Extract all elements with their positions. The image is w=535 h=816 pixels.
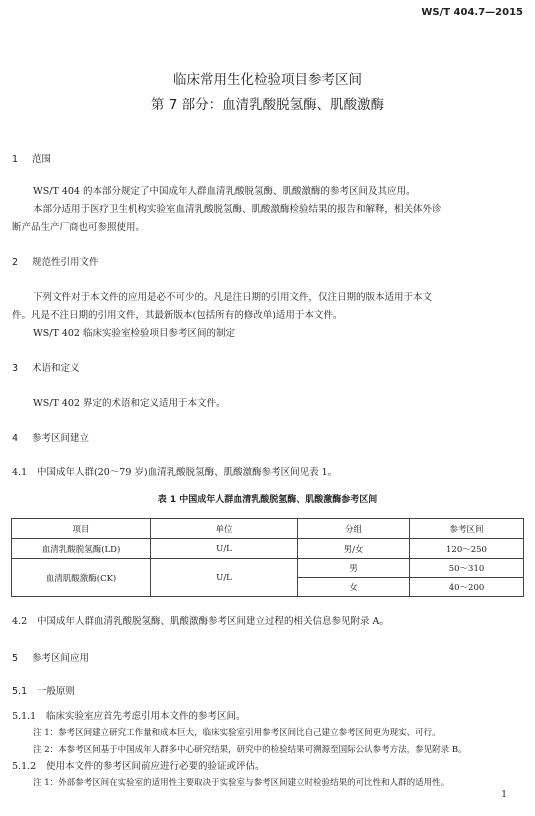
table-row (12, 539, 524, 559)
section-number: 1 (12, 154, 19, 165)
clause-text: 中国成年人群血清乳酸脱氢酶、肌酸激酶参考区间建立过程的相关信息参见附录 A。 (37, 616, 389, 627)
paragraph: 本部分适用于医疗卫生机构实验室血清乳酸脱氢酶、肌酸激酶检验结果的报告和解释，相关体外诊 (33, 204, 442, 215)
paragraph-continuation: 件。凡是不注日期的引用文件，其最新版本(包括所有的修改单)适用于本文件。 (12, 310, 343, 321)
table-cell: 血清乳酸脱氢酶(LD) (12, 539, 151, 559)
table-cell: 50～310 (410, 559, 524, 578)
clause-text: 临床实验室应首先考虑引用本文件的参考区间。 (46, 711, 246, 722)
table-caption: 表 1 中国成年人群血清乳酸脱氢酶、肌酸激酶参考区间 (157, 495, 378, 505)
column-header: 项目 (12, 519, 151, 539)
clause-text: 中国成年人群(20～79 岁)血清乳酸脱氢酶、肌酸激酶参考区间见表 1。 (37, 467, 338, 478)
column-header: 分组 (298, 519, 410, 539)
table-cell: U/L (151, 559, 298, 597)
table-cell: 男/女 (298, 539, 410, 559)
table-cell: 女 (298, 578, 410, 597)
clause-4-1 (12, 464, 337, 478)
clause-number: 5.1 (12, 686, 28, 697)
document-title: 临床常用生化检验项目参考区间 (173, 72, 362, 88)
section-number: 5 (12, 653, 19, 664)
note: 注 1：外部参考区间在实验室的适用性主要取决于实验室与参考区间建立时检验结果的可比性和人群的适用性。 (33, 778, 450, 788)
document-subtitle: 第 7 部分：血清乳酸脱氢酶、肌酸激酶 (150, 97, 385, 113)
clause-4-2 (12, 613, 389, 627)
paragraph: WS/T 404 的本部分规定了中国成年人群血清乳酸脱氢酶、肌酸激酶的参考区间及其应用。 (33, 186, 416, 197)
normative-reference: WS/T 402 临床实验室检验项目参考区间的制定 (33, 328, 235, 339)
clause-5-1-2 (12, 758, 265, 772)
paragraph: WS/T 402 界定的术语和定义适用于本文件。 (33, 398, 226, 409)
section-5-heading (12, 650, 89, 664)
page-number: 1 (501, 790, 507, 800)
table-cell: 120～250 (410, 539, 524, 559)
standard-code: WS/T 404.7—2015 (421, 7, 523, 18)
table-cell: U/L (151, 539, 298, 559)
section-3-heading (12, 360, 80, 374)
section-title: 术语和定义 (32, 363, 80, 374)
reference-interval-table (11, 518, 524, 597)
section-number: 4 (12, 433, 19, 444)
clause-title: 一般原则 (37, 686, 76, 697)
section-2-heading (12, 254, 99, 268)
section-title: 参考区间建立 (32, 433, 90, 444)
section-title: 规范性引用文件 (32, 257, 99, 268)
section-1-heading (12, 151, 51, 165)
table-cell: 血清肌酸激酶(CK) (12, 559, 151, 597)
section-number: 2 (12, 257, 19, 268)
clause-number: 5.1.2 (12, 761, 37, 772)
clause-5-1-1 (12, 708, 246, 722)
section-number: 3 (12, 363, 19, 374)
section-title: 范围 (32, 154, 52, 165)
column-header: 参考区间 (410, 519, 524, 539)
clause-number: 5.1.1 (12, 711, 37, 722)
paragraph: 下列文件对于本文件的应用是必不可少的。凡是注日期的引用文件，仅注日期的版本适用于本文 (33, 292, 433, 303)
table-header-row (12, 519, 524, 539)
clause-text: 使用本文件的参考区间前应进行必要的验证或评估。 (46, 761, 265, 772)
section-4-heading (12, 430, 89, 444)
clause-number: 4.1 (12, 467, 28, 478)
table-cell: 男 (298, 559, 410, 578)
table-cell: 40～200 (410, 578, 524, 597)
note: 注 1：参考区间建立研究工作量和成本巨大，临床实验室引用参考区间比自己建立参考区间更为现实、可行。 (33, 728, 441, 738)
table-row (12, 559, 524, 578)
paragraph-continuation: 断产品生产厂商也可参照使用。 (12, 222, 146, 233)
subsection-5-1-heading (12, 683, 75, 697)
note: 注 2：本参考区间基于中国成年人群多中心研究结果，研究中的检验结果可溯源至国际公认参考方法，参见附录 B。 (33, 745, 467, 755)
clause-number: 4.2 (12, 616, 28, 627)
column-header: 单位 (151, 519, 298, 539)
section-title: 参考区间应用 (32, 653, 90, 664)
